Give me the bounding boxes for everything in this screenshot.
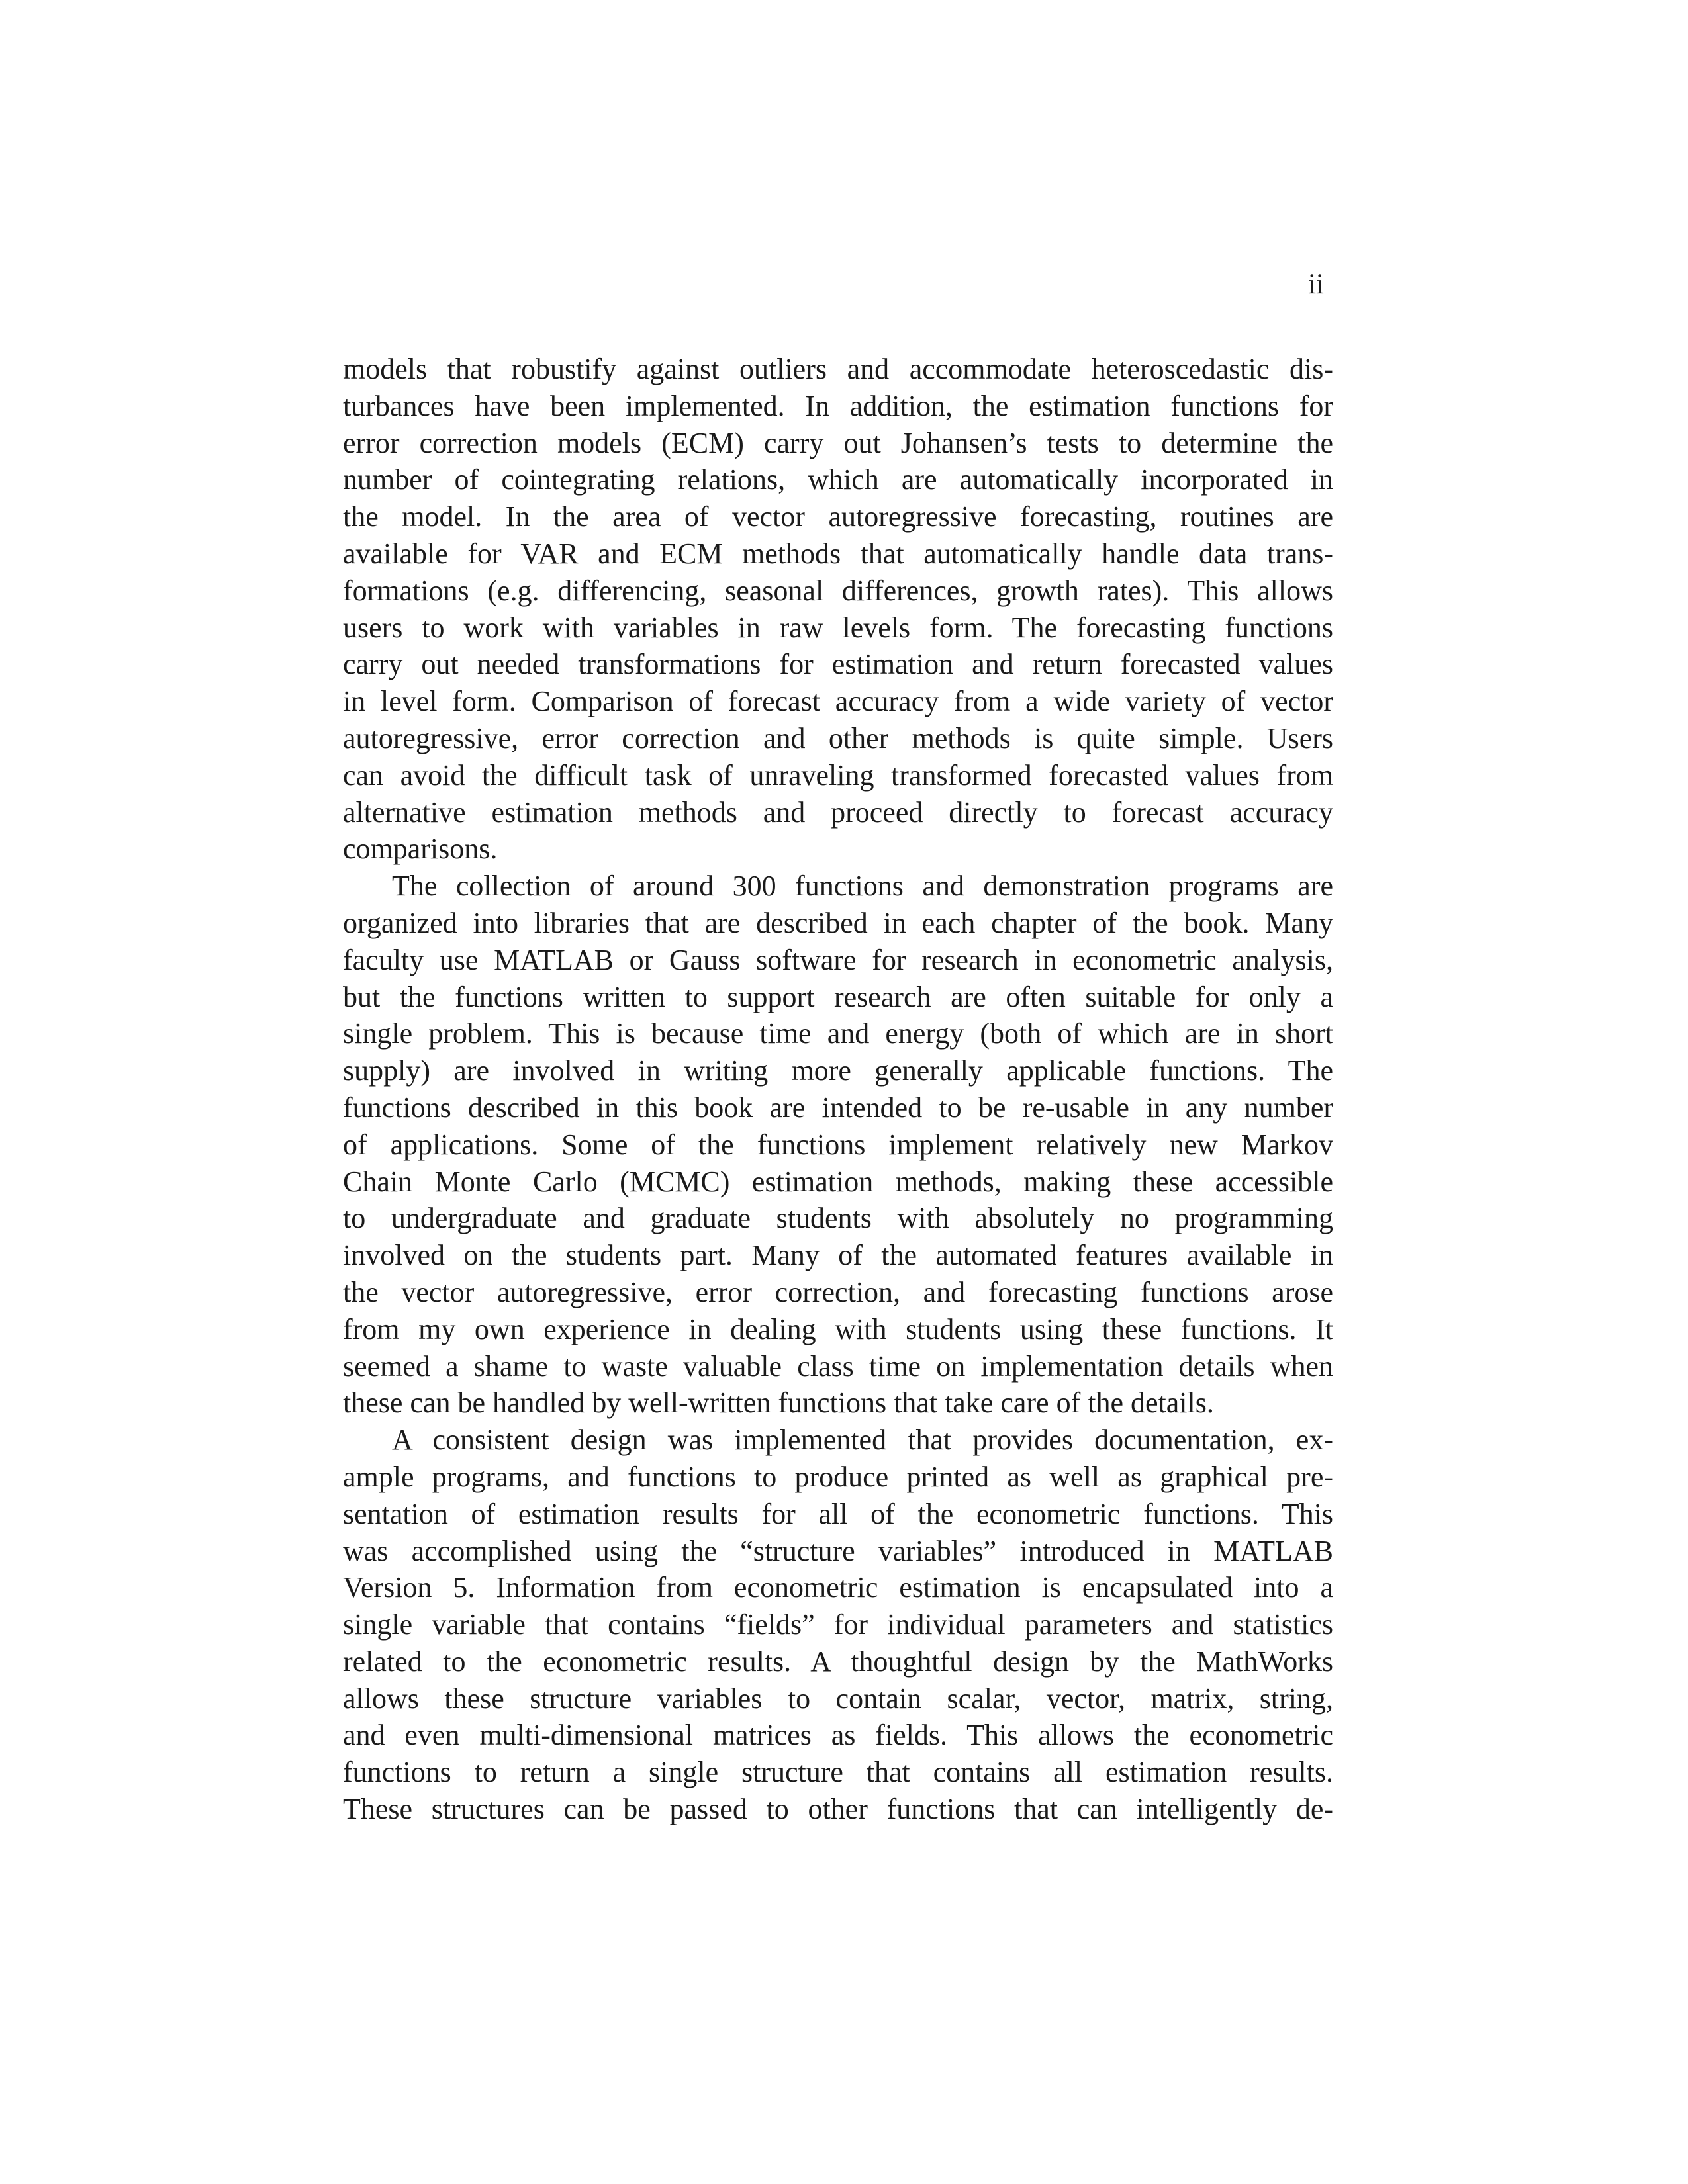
text-line: Version 5. Information from econometric estimation is encapsulated into a xyxy=(343,1571,1333,1604)
text-line: turbances have been implemented. In addition, the estimation functions for xyxy=(343,389,1333,422)
text-line: involved on the students part. Many of the automated features available in xyxy=(343,1239,1333,1272)
text-line: autoregressive, error correction and other methods is quite simple. Users xyxy=(343,721,1333,754)
text-line: These structures can be passed to other functions that can intelligently de- xyxy=(343,1793,1333,1826)
text-line: from my own experience in dealing with students using these functions. It xyxy=(343,1312,1333,1345)
body-text xyxy=(343,351,1333,1828)
text-line: Chain Monte Carlo (MCMC) estimation methods, making these accessible xyxy=(343,1165,1333,1198)
text-line: the model. In the area of vector autoregressive forecasting, routines are xyxy=(343,500,1333,533)
text-line: functions described in this book are intended to be re-usable in any number xyxy=(343,1091,1333,1124)
text-line: The collection of around 300 functions and demonstration programs are xyxy=(392,870,1333,903)
text-line: formations (e.g. differencing, seasonal differences, growth rates). This allows xyxy=(343,574,1333,607)
text-line: alternative estimation methods and proceed directly to forecast accuracy xyxy=(343,796,1333,829)
text-line: was accomplished using the “structure variables” introduced in MATLAB xyxy=(343,1534,1333,1567)
text-line: seemed a shame to waste valuable class time on implementation details when xyxy=(343,1349,1333,1383)
text-line: available for VAR and ECM methods that automatically handle data trans- xyxy=(343,537,1333,570)
text-line: supply) are involved in writing more generally applicable functions. The xyxy=(343,1054,1333,1087)
paragraph-1 xyxy=(343,351,1333,868)
text-line: but the functions written to support research are often suitable for only a xyxy=(343,980,1333,1013)
text-line: number of cointegrating relations, which are automatically incorporated in xyxy=(343,463,1333,496)
text-line: organized into libraries that are described in each chapter of the book. Many xyxy=(343,906,1333,939)
paragraph-3 xyxy=(343,1422,1333,1828)
paragraph-2 xyxy=(343,868,1333,1422)
text-line: to undergraduate and graduate students with absolutely no programming xyxy=(343,1202,1333,1235)
text-line: carry out needed transformations for estimation and return forecasted values xyxy=(343,648,1333,681)
text-line: single variable that contains “fields” for individual parameters and statistics xyxy=(343,1608,1333,1641)
text-line: models that robustify against outliers and accommodate heteroscedastic dis- xyxy=(343,353,1333,385)
page-number: ii xyxy=(1308,269,1324,300)
text-line: the vector autoregressive, error correction, and forecasting functions arose xyxy=(343,1275,1333,1308)
text-line: of applications. Some of the functions implement relatively new Markov xyxy=(343,1128,1333,1161)
text-line: related to the econometric results. A thoughtful design by the MathWorks xyxy=(343,1645,1333,1678)
text-line: allows these structure variables to contain scalar, vector, matrix, string, xyxy=(343,1682,1333,1715)
text-line: in level form. Comparison of forecast accuracy from a wide variety of vector xyxy=(343,685,1333,718)
text-line: single problem. This is because time and energy (both of which are in short xyxy=(343,1017,1333,1050)
text-line: ample programs, and functions to produce printed as well as graphical pre- xyxy=(343,1460,1333,1493)
text-line: and even multi-dimensional matrices as fields. This allows the econometric xyxy=(343,1719,1333,1752)
text-line: can avoid the difficult task of unraveling transformed forecasted values from xyxy=(343,758,1333,792)
text-line: comparisons. xyxy=(343,833,498,866)
text-line: A consistent design was implemented that provides documentation, ex- xyxy=(392,1424,1333,1457)
text-line: faculty use MATLAB or Gauss software for research in econometric analysis, xyxy=(343,943,1333,976)
text-line: sentation of estimation results for all of the econometric functions. This xyxy=(343,1497,1333,1530)
text-line: functions to return a single structure that contains all estimation results. xyxy=(343,1756,1333,1789)
text-line: error correction models (ECM) carry out Johansen’s tests to determine the xyxy=(343,426,1333,459)
text-line: these can be handled by well-written functions that take care of the details. xyxy=(343,1387,1214,1420)
text-line: users to work with variables in raw levels form. The forecasting functions xyxy=(343,611,1333,644)
